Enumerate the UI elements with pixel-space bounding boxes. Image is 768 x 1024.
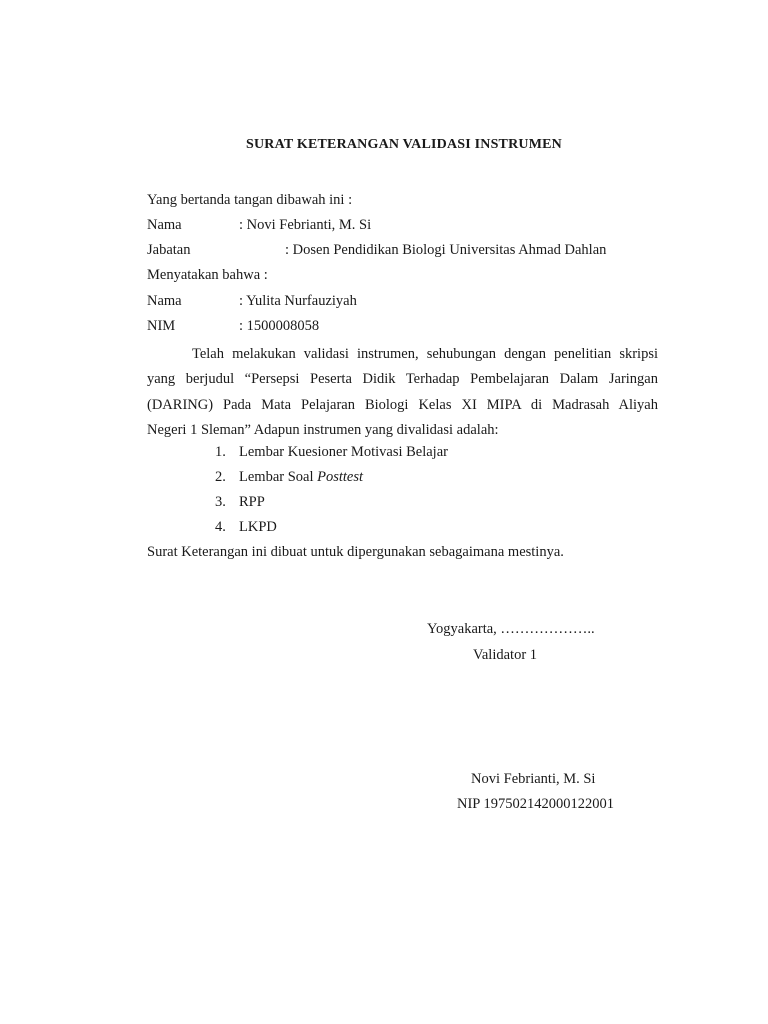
closing-text: Surat Keterangan ini dibuat untuk dipergunakan sebagaimana mestinya.: [147, 544, 564, 560]
student-name-label: Nama: [147, 293, 182, 309]
validator-position-row: [147, 241, 606, 259]
student-nim-label: NIM: [147, 318, 176, 334]
instrument-number: 1.: [215, 444, 226, 460]
paragraph-line: (DARING) Pada Mata Pelajaran Biologi Kelas XI MIPA di Madrasah Aliyah: [147, 396, 658, 413]
paragraph-line: yang berjudul “Persepsi Peserta Didik Terhadap Pembelajaran Dalam Jaringan: [147, 371, 658, 388]
instrument-number: 3.: [215, 494, 226, 510]
instrument-item: [215, 443, 448, 461]
signature-role: Validator 1: [473, 647, 538, 663]
instrument-number: 4.: [215, 519, 226, 535]
document-title: SURAT KETERANGAN VALIDASI INSTRUMEN: [246, 137, 562, 152]
paragraph-line: Negeri 1 Sleman” Adapun instrumen yang divalidasi adalah:: [147, 421, 499, 438]
student-name-value: : Yulita Nurfauziyah: [239, 293, 357, 309]
signature-place-date: Yogyakarta, ………………..: [427, 621, 595, 637]
validator-position-value: : Dosen Pendidikan Biologi Universitas Ahmad Dahlan: [285, 242, 607, 258]
student-name-row: [147, 292, 357, 310]
instrument-number: 2.: [215, 469, 226, 485]
instrument-text-italic: Posttest: [317, 469, 364, 485]
instrument-text: Lembar Kuesioner Motivasi Belajar: [239, 444, 448, 460]
intro-text: Yang bertanda tangan dibawah ini :: [147, 192, 353, 208]
student-nim-value: : 1500008058: [239, 318, 320, 334]
student-nim-row: [147, 317, 319, 335]
instrument-text: Lembar Soal: [239, 469, 318, 485]
instrument-item: [215, 518, 277, 536]
instrument-text: LKPD: [239, 519, 277, 535]
validator-name-label: Nama: [147, 217, 182, 233]
signature-name: Novi Febrianti, M. Si: [471, 771, 596, 787]
body-paragraph: [147, 342, 658, 443]
instrument-text: RPP: [239, 494, 265, 510]
instrument-item: [215, 468, 363, 486]
validator-position-label: Jabatan: [147, 242, 191, 258]
validator-name-value: : Novi Febrianti, M. Si: [239, 217, 372, 233]
validator-name-row: [147, 216, 371, 234]
statement-text: Menyatakan bahwa :: [147, 267, 268, 283]
signature-nip: NIP 197502142000122001: [457, 796, 614, 812]
paragraph-line: Telah melakukan validasi instrumen, sehubungan dengan penelitian skripsi: [192, 346, 658, 362]
instrument-item: [215, 493, 265, 511]
